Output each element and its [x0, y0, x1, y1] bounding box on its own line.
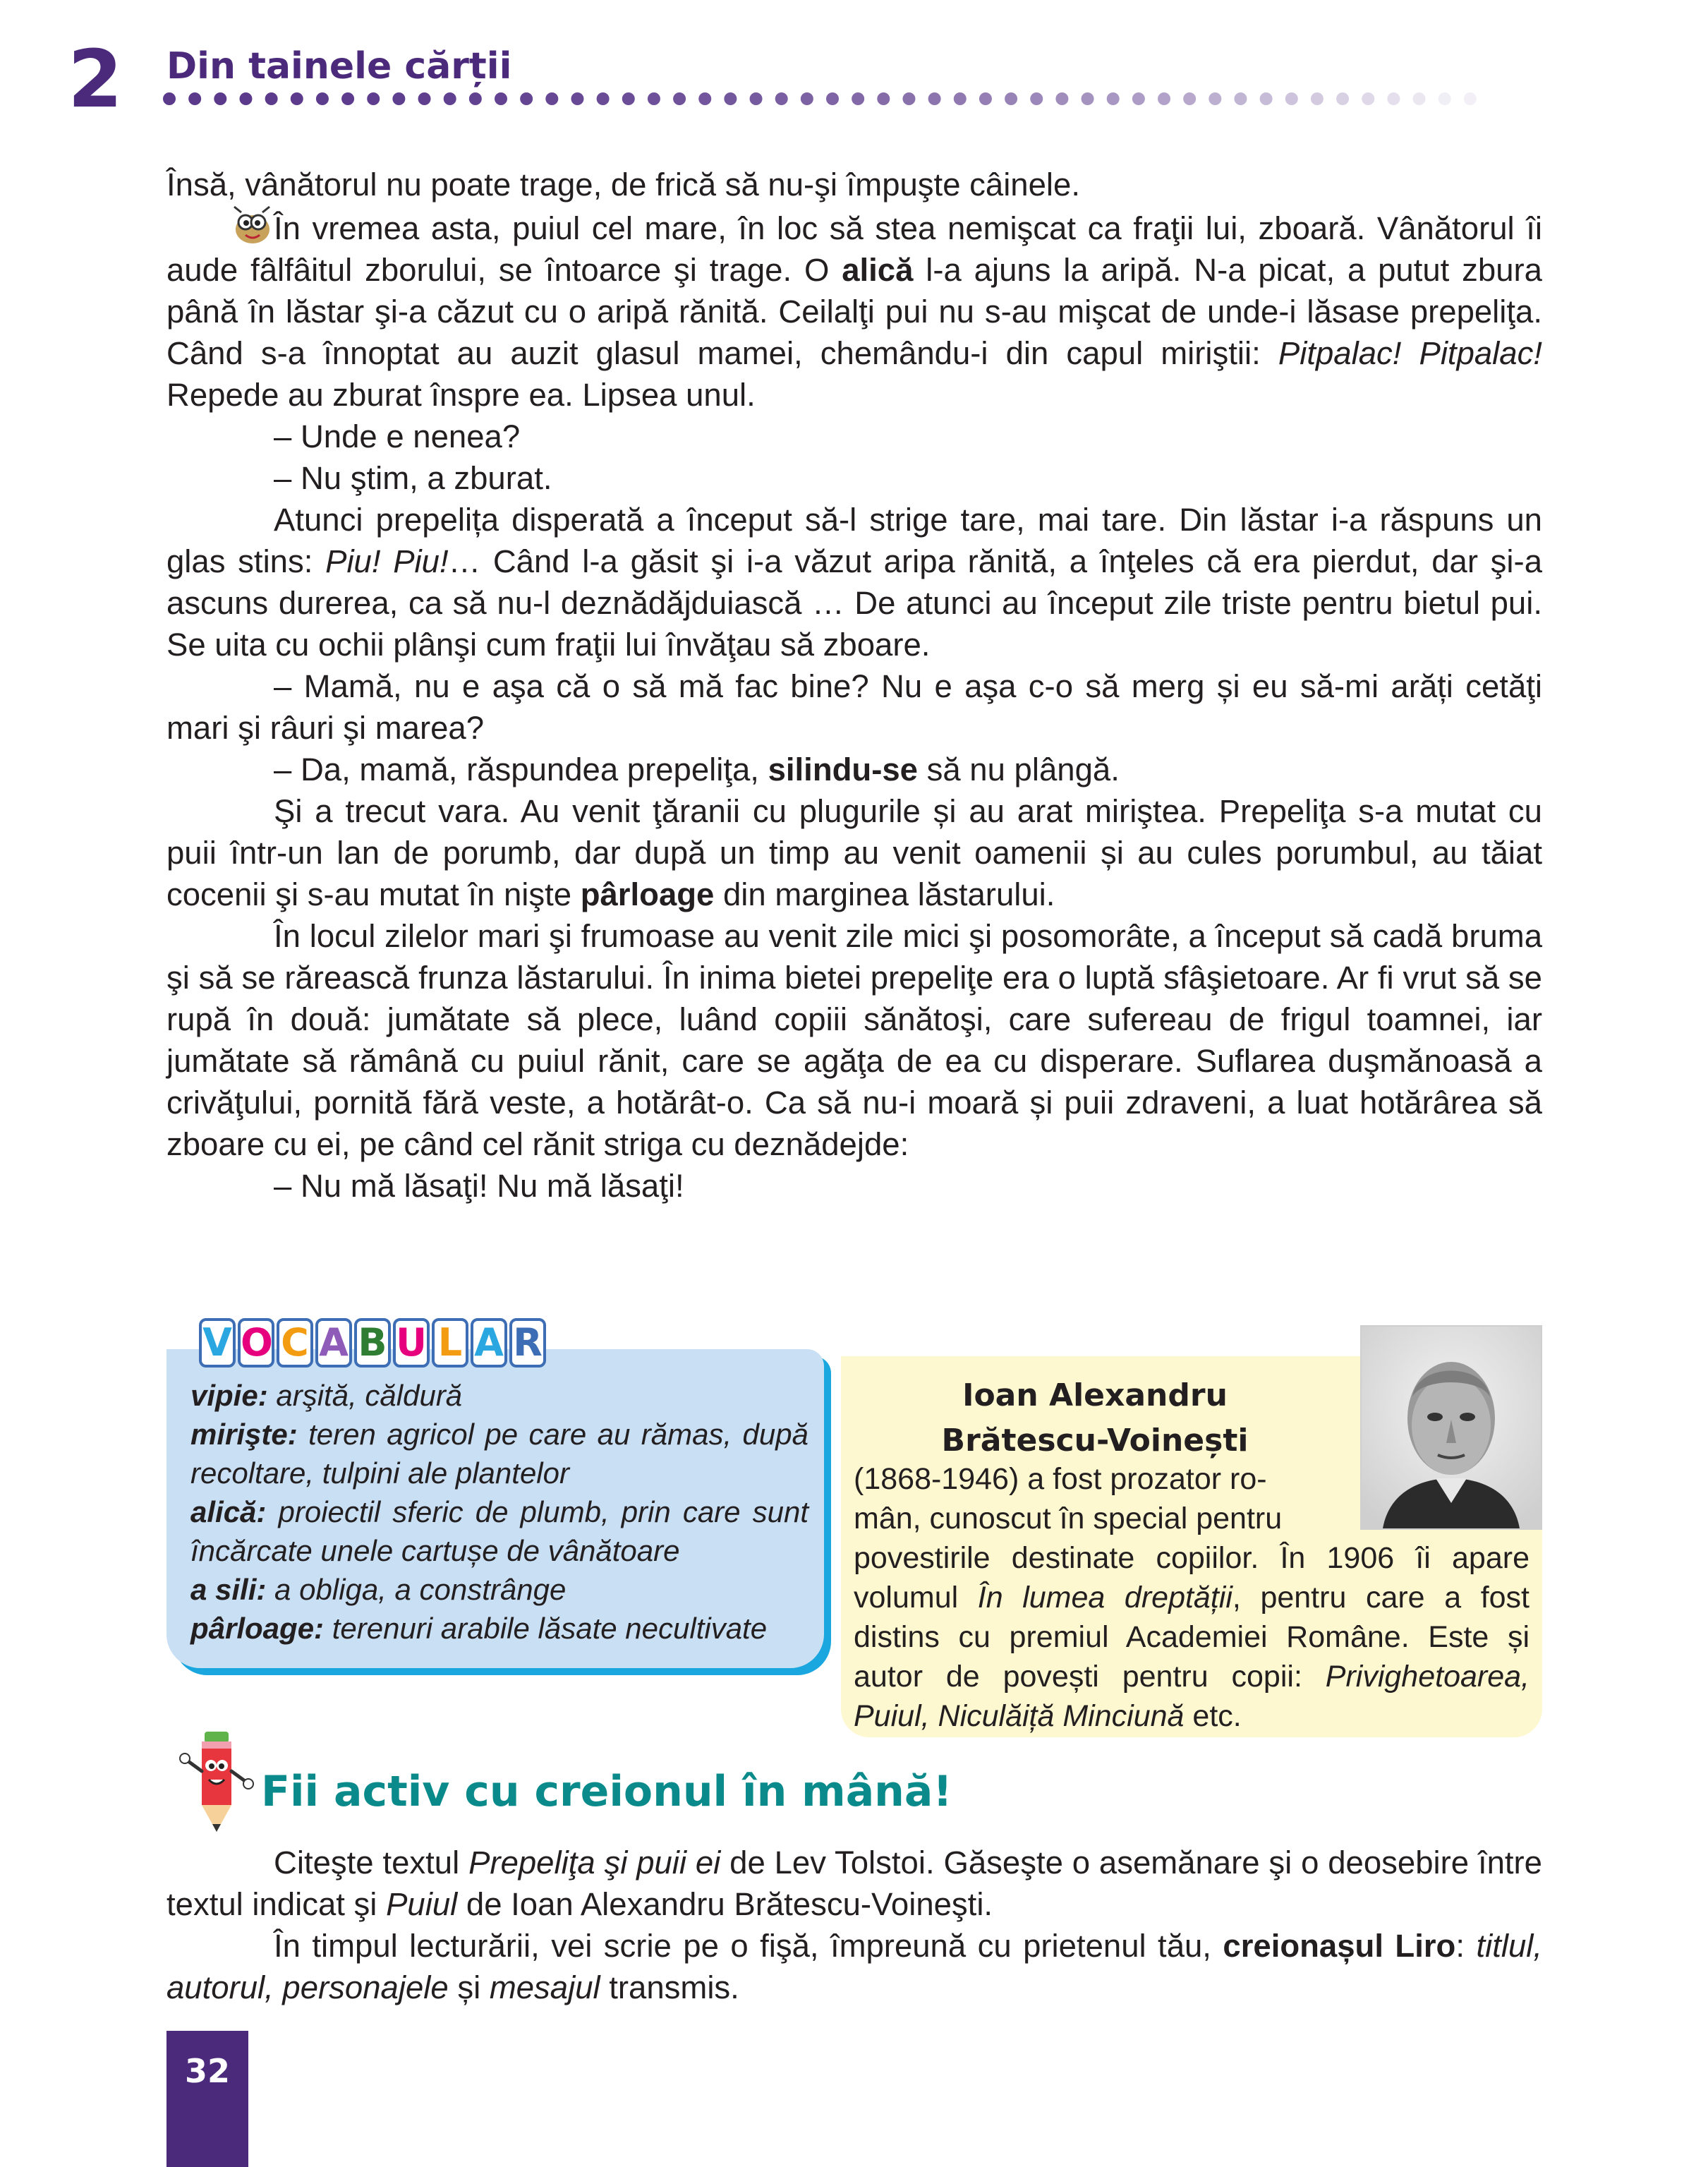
- divider-dot: [1260, 92, 1273, 105]
- story-italic-text: Piu! Piu!: [325, 543, 449, 579]
- dialogue-line: – Nu mă lăsaţi! Nu mă lăsaţi!: [274, 1168, 684, 1204]
- vocabulary-term: mirişte:: [190, 1418, 298, 1451]
- divider-dot: [1234, 92, 1247, 105]
- divider-dot: [571, 92, 583, 105]
- story-text-run: să nu plângă.: [917, 751, 1120, 787]
- story-text-run: Şi a trecut vara. Au venit ţăranii cu plugurile și au arat miriştea. Prepeliţa s-a mutat cu puii într-un lan de porumb, dar după un timp au venit oamenii și au cules porumbul, au tăiat cocenii şi s-au mutat în nişte: [166, 793, 1542, 912]
- divider-dot: [1209, 92, 1221, 105]
- divider-dot: [902, 92, 915, 105]
- story-text-run: – Da, mamă, răspundea prepeliţa,: [274, 751, 768, 787]
- author-name: [841, 1373, 1349, 1463]
- vocabulary-definition: proiectil sferic de plumb, prin care sunt încărcate unele cartușe de vânătoare: [190, 1495, 808, 1567]
- divider-dot: [1030, 92, 1043, 105]
- page-number-tab: [166, 2031, 248, 2167]
- bio-text-run: , pentru care a fost distins cu premiul Academiei Române. Este și autor de povești pentru copii:: [854, 1581, 1530, 1694]
- activity-text-run: transmis.: [600, 1969, 739, 2005]
- vocabulary-list: [190, 1376, 808, 1648]
- vocabulary-letter-tile: R: [509, 1318, 546, 1368]
- divider-dot: [775, 92, 788, 105]
- dotted-divider: [162, 90, 1489, 107]
- divider-dot: [1055, 92, 1068, 105]
- divider-dot: [673, 92, 686, 105]
- divider-dot: [724, 92, 737, 105]
- divider-dot: [1132, 92, 1145, 105]
- divider-dot: [214, 92, 226, 105]
- vocabulary-definition: teren agricol pe care au rămas, după recoltare, tulpini ale plantelor: [190, 1418, 808, 1490]
- activity-text-run: de Ioan Alexandru Brătescu-Voineşti.: [457, 1886, 993, 1922]
- story-bold-term: silindu-se: [768, 751, 918, 787]
- book-title: Puiul: [386, 1886, 458, 1922]
- divider-dot: [1158, 92, 1170, 105]
- author-name-line: Brătescu-Voinești: [941, 1423, 1249, 1459]
- vocabulary-term: pârloage:: [190, 1612, 325, 1645]
- page-number: 32: [184, 2052, 230, 2090]
- author-name-line: Ioan Alexandru: [962, 1377, 1228, 1413]
- activity-title: Fii activ cu creionul în mână!: [261, 1767, 952, 1816]
- divider-dot: [418, 92, 431, 105]
- divider-dot: [341, 92, 354, 105]
- vocabulary-letter-tile: B: [354, 1318, 391, 1368]
- activity-text-run: Citeşte textul: [274, 1845, 469, 1881]
- divider-dot: [928, 92, 941, 105]
- vocabulary-letter-tile: A: [315, 1318, 352, 1368]
- vocabulary-definition: a obliga, a constrânge: [266, 1573, 567, 1606]
- story-text-run: Atunci prepelița disperată a început să-l strige tare, mai tare. Din lăstar i-a răspuns un glas stins:: [166, 502, 1542, 579]
- divider-dot: [622, 92, 635, 105]
- divider-dot: [954, 92, 967, 105]
- divider-dot: [1082, 92, 1094, 105]
- mascot-name: creionașul Liro: [1223, 1928, 1456, 1964]
- story-text-run: din marginea lăstarului.: [714, 876, 1055, 912]
- author-bio-line: mân, cunoscut în special pentru: [854, 1502, 1283, 1535]
- story-italic-text: Pitpalac! Pitpalac!: [1278, 335, 1542, 371]
- divider-dot: [852, 92, 864, 105]
- ladybug-character-icon: [227, 205, 274, 246]
- vocabulary-letter-tile: U: [393, 1318, 430, 1368]
- story-text-run: În vremea asta, puiul cel mare, în loc să stea nemişcat ca fraţii lui, zboară. Vânătorul îi aude fâlfâitul zborului, se întoarce şi trage. O: [166, 210, 1542, 288]
- activity-text-run: În timpul lecturării, vei scrie pe o fişă, împreună cu prietenul tău,: [274, 1928, 1223, 1964]
- dialogue-line: [166, 749, 1542, 790]
- chapter-number: 2: [68, 34, 123, 126]
- story-paragraph: [166, 499, 1542, 665]
- activity-text-run: și: [448, 1969, 490, 2005]
- vocabulary-definition: arşită, căldură: [267, 1379, 463, 1412]
- divider-dot: [367, 92, 380, 105]
- divider-dot: [239, 92, 252, 105]
- divider-dot: [597, 92, 610, 105]
- vocabulary-entry: [190, 1570, 808, 1609]
- author-biography: [854, 1459, 1530, 1736]
- vocabulary-title: [199, 1318, 546, 1373]
- bio-text-run: etc.: [1184, 1699, 1242, 1733]
- story-bold-term: alică: [842, 252, 914, 288]
- divider-dot: [1005, 92, 1017, 105]
- divider-dot: [163, 92, 176, 105]
- bio-text-run: povestirile destinate copiilor. În 1906 îi apare volumul: [854, 1541, 1530, 1614]
- divider-dot: [826, 92, 839, 105]
- divider-dot: [291, 92, 303, 105]
- activity-italic-text: titlul, autorul, personajele: [166, 1928, 1542, 2005]
- vocabulary-letter-tile: O: [238, 1318, 274, 1368]
- story-bold-term: pârloage: [580, 876, 715, 912]
- story-paragraph: Însă, vânătorul nu poate trage, de frică să nu-şi împuşte câinele.: [166, 167, 1080, 203]
- story-paragraph: [166, 790, 1542, 915]
- story-text: [166, 164, 1542, 1207]
- divider-dot: [265, 92, 278, 105]
- divider-dot: [877, 92, 890, 105]
- vocabulary-entry: [190, 1609, 808, 1648]
- vocabulary-letter-tile: C: [277, 1318, 313, 1368]
- activity-paragraph: [166, 1925, 1542, 2008]
- vocabulary-entry: [190, 1376, 808, 1415]
- divider-dot: [188, 92, 201, 105]
- activity-italic-text: mesajul: [489, 1969, 600, 2005]
- divider-dot: [801, 92, 813, 105]
- divider-dot: [1464, 92, 1477, 105]
- story-text-run: l-a ajuns la aripă. N-a picat, a putut zbura până în lăstar şi-a căzut cu o aripă rănită. Ceilalţi pui nu s-au mişcat de unde-i lăsase prepeliţa. Când s-a înnoptat au auzit glasul mamei, chemându-i din capul miriştii:: [166, 252, 1542, 371]
- activity-text-run: de Lev Tolstoi. Găseşte o asemănare şi o deosebire între textul indicat şi: [166, 1845, 1542, 1922]
- divider-dot: [1311, 92, 1324, 105]
- pencil-mascot-icon: [178, 1729, 255, 1835]
- divider-dot: [1439, 92, 1451, 105]
- story-paragraph: În locul zilelor mari şi frumoase au venit zile mici şi posomorâte, a început să cadă bruma şi să se rărească frunza lăstarului. În inima bietei prepeliţe era o luptă sfâşietoare. Ar fi vrut să se rupă în două: jumătate să plece, luând copiii sănătoşi, care sufereau de frigul toamnei, iar jumătate să rămână cu puiul rănit, care se agăţa de ea cu disperare. Suflarea duşmănoasă a crivăţului, pornită fără veste, a hotărât-o. Ca să nu-i moară și puii zdraveni, a luat hotărârea să zboare cu ei, pe când cel rănit striga cu deznădejde:: [166, 918, 1542, 1162]
- divider-dot: [1362, 92, 1374, 105]
- divider-dot: [1107, 92, 1120, 105]
- vocabulary-term: vipie:: [190, 1379, 268, 1412]
- divider-dot: [1387, 92, 1400, 105]
- vocabulary-entry: [190, 1492, 808, 1570]
- divider-dot: [750, 92, 763, 105]
- divider-dot: [444, 92, 456, 105]
- story-paragraph: [166, 205, 1542, 416]
- activity-paragraph: [166, 1842, 1542, 1925]
- divider-dot: [469, 92, 482, 105]
- divider-dot: [1183, 92, 1196, 105]
- divider-dot: [545, 92, 558, 105]
- divider-dot: [648, 92, 660, 105]
- divider-dot: [1336, 92, 1349, 105]
- book-title: Prepeliţa şi puii ei: [468, 1845, 721, 1881]
- vocabulary-letter-tile: V: [199, 1318, 236, 1368]
- divider-dot: [520, 92, 533, 105]
- story-text-run: … Când l-a găsit şi i-a văzut aripa rănită, a înţeles că era pierdut, dar şi-a ascuns durerea, ca să nu-l deznădăjduiască … De atunci au început zile triste pentru bietul pui. Se uita cu ochii plânşi cum fraţii lui învăţau să zboare.: [166, 543, 1542, 663]
- vocabulary-letter-tile: L: [432, 1318, 468, 1368]
- divider-dot: [1413, 92, 1426, 105]
- dialogue-line: – Nu ştim, a zburat.: [274, 460, 552, 496]
- chapter-title: Din tainele cărții: [166, 45, 512, 87]
- author-bio-line: (1868-1946) a fost prozator ro-: [854, 1462, 1267, 1496]
- divider-dot: [392, 92, 405, 105]
- dialogue-line: – Mamă, nu e aşa că o să mă fac bine? Nu e aşa c-o să merg și eu să-mi arăți cetăţi mari şi râuri şi marea?: [166, 668, 1542, 746]
- dialogue-line: – Unde e nenea?: [274, 418, 521, 454]
- vocabulary-letter-tile: A: [471, 1318, 507, 1368]
- activity-instructions: [166, 1842, 1542, 2008]
- divider-dot: [495, 92, 507, 105]
- divider-dot: [1285, 92, 1298, 105]
- divider-dot: [316, 92, 329, 105]
- vocabulary-entry: [190, 1415, 808, 1492]
- divider-dot: [698, 92, 711, 105]
- vocabulary-definition: terenuri arabile lăsate necultivate: [324, 1612, 768, 1645]
- author-bio-text: [854, 1538, 1530, 1736]
- vocabulary-term: alică:: [190, 1495, 267, 1528]
- vocabulary-term: a sili:: [190, 1573, 267, 1606]
- story-text-run: Repede au zburat înspre ea. Lipsea unul.: [166, 377, 756, 413]
- book-titles: Privighetoarea, Puiul, Niculăiță Minciună: [854, 1660, 1530, 1733]
- book-title: În lumea dreptății: [977, 1581, 1232, 1614]
- activity-text-run: :: [1455, 1928, 1477, 1964]
- divider-dot: [979, 92, 992, 105]
